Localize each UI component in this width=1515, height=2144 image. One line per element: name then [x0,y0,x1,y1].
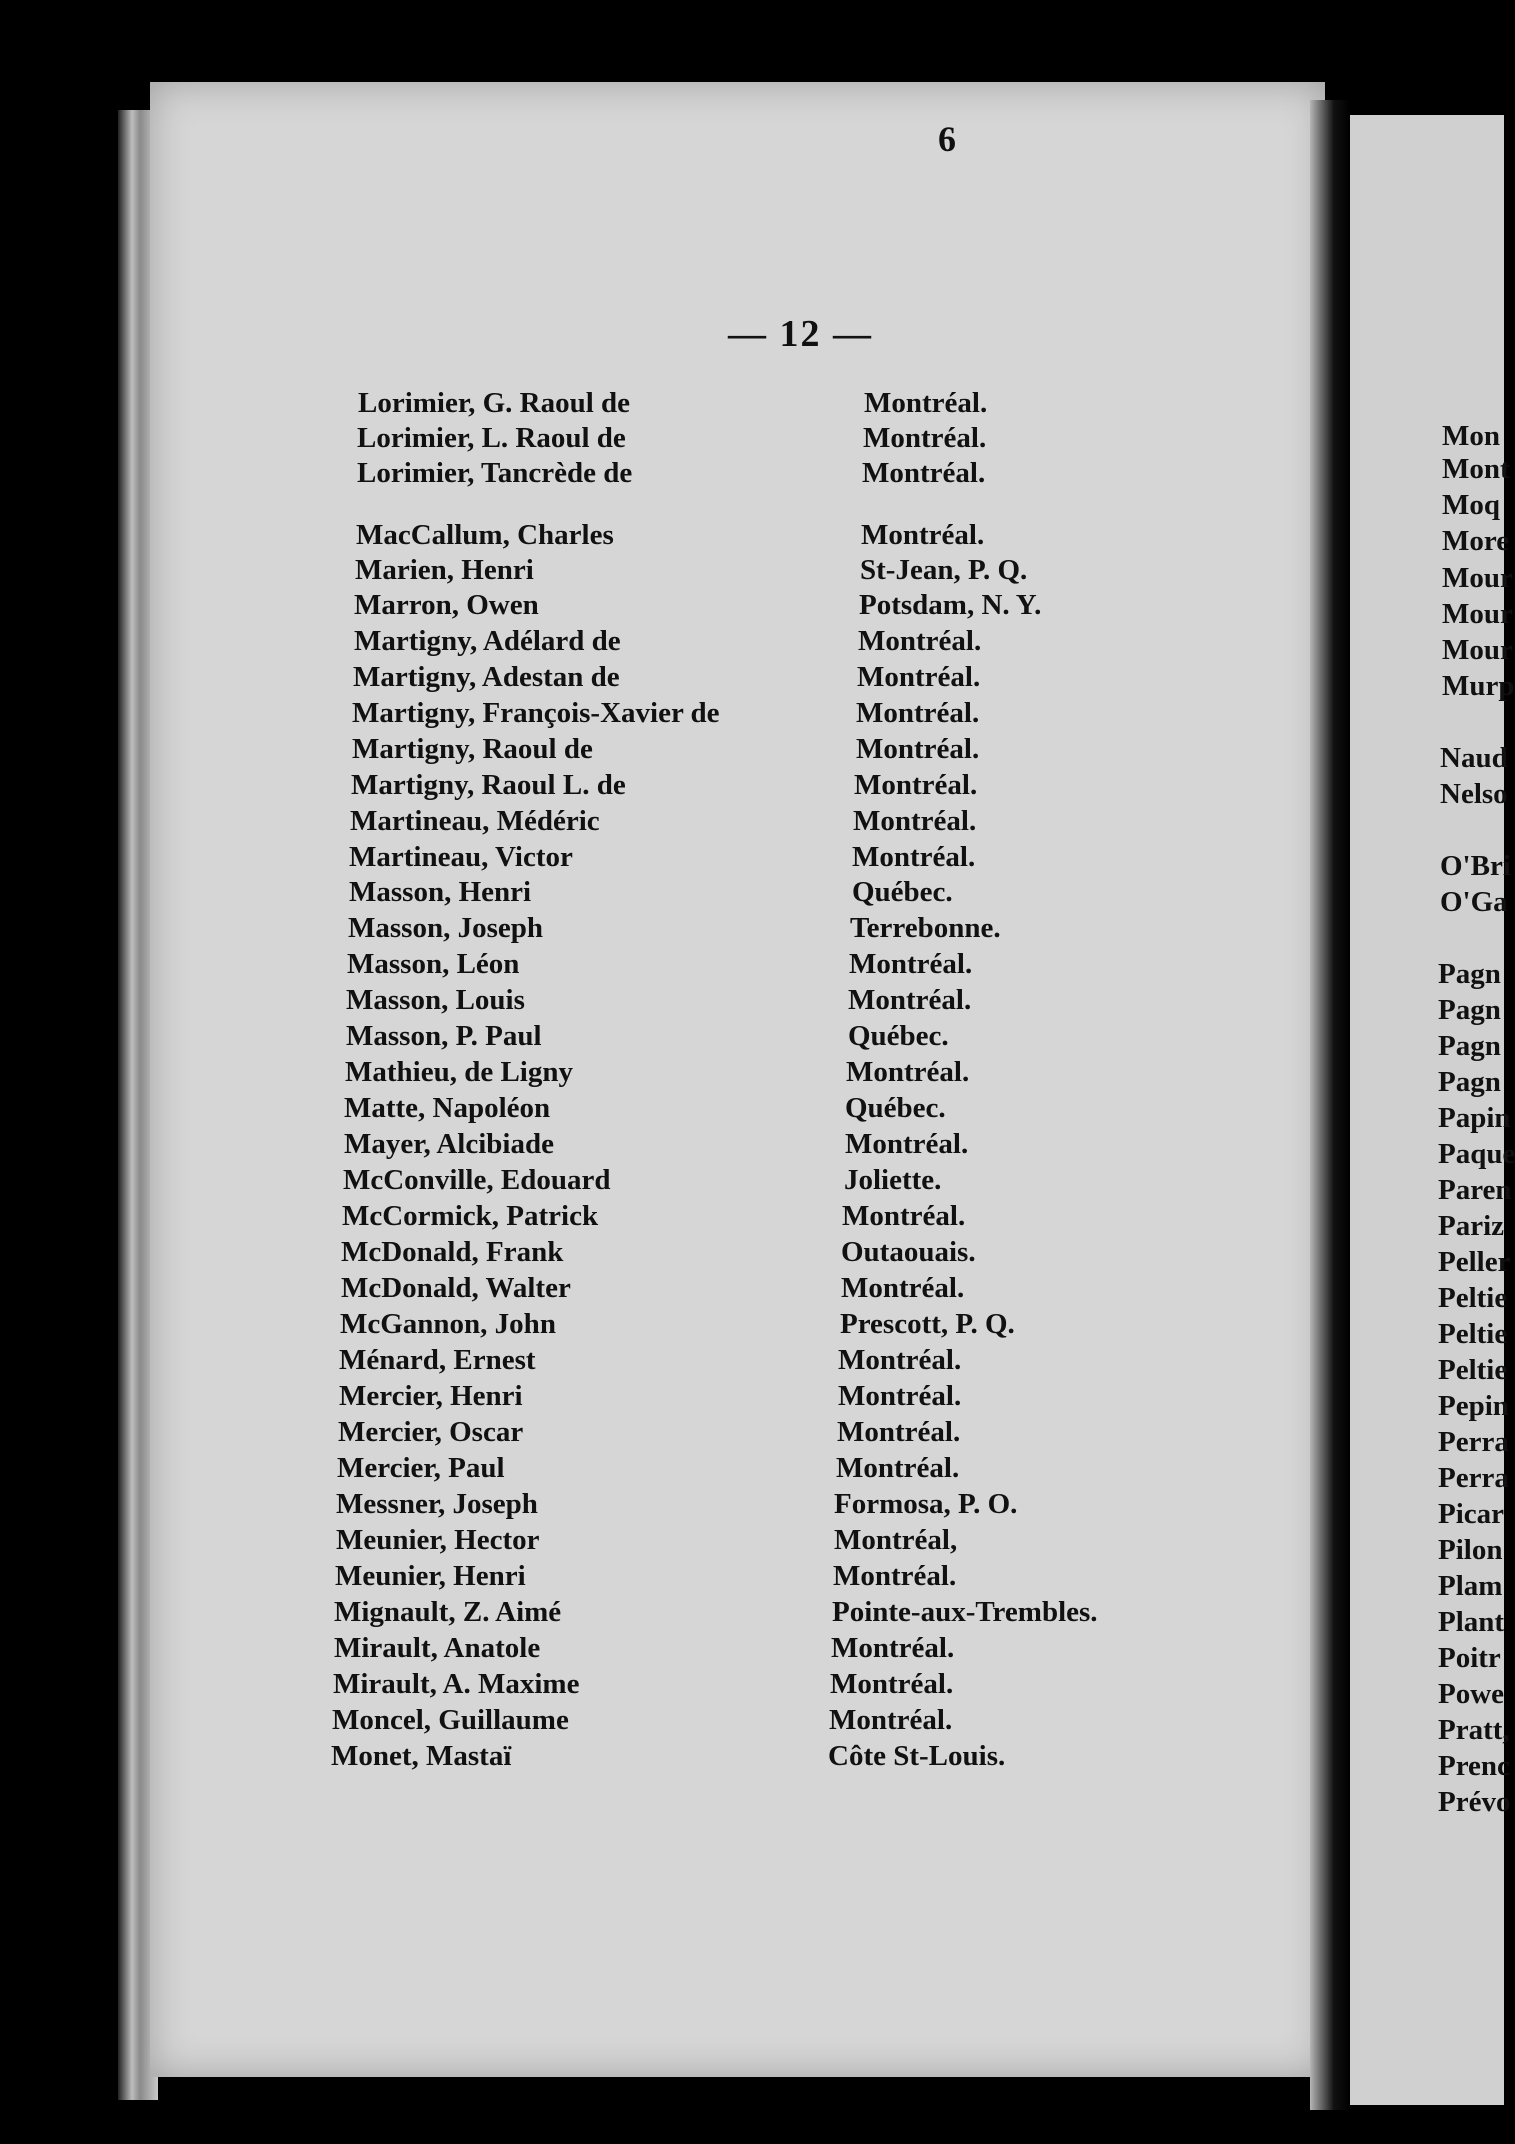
entry-name: McDonald, Frank [341,1236,564,1268]
entry-place: Montréal. [838,1344,962,1376]
list-item [358,385,1058,421]
entry-place: Montréal. [829,1704,953,1736]
list-item [339,1378,1039,1414]
entry-name: Meunier, Henri [335,1560,526,1592]
entry-place: Potsdam, N. Y. [859,589,1042,621]
right-list-item: Perra [1438,1462,1509,1494]
right-list-item: Pratt, [1438,1714,1510,1746]
entry-place: Formosa, P. O. [834,1488,1018,1520]
list-item [354,623,1054,659]
right-list-item: Murp [1442,670,1515,702]
right-list-item: Perra [1438,1426,1509,1458]
entry-place: Montréal. [856,697,980,729]
entry-place: Outaouais. [841,1236,976,1268]
entry-place: Prescott, P. Q. [840,1308,1015,1340]
right-list-item: Powe [1438,1678,1505,1710]
entry-name: Moncel, Guillaume [332,1704,569,1736]
list-item [351,767,1051,803]
entry-name: Martigny, François-Xavier de [352,697,720,729]
right-list-item: Mont [1442,453,1510,485]
right-list-item: Peltie [1438,1354,1508,1386]
right-list-item: Poitr [1438,1642,1501,1674]
entry-place: Montréal. [854,769,978,801]
list-item [333,1666,1033,1702]
right-list-item: More [1442,525,1510,557]
entry-name: Meunier, Hector [336,1524,540,1556]
right-list-item: Moq [1442,489,1500,521]
list-item [336,1522,1036,1558]
list-item [344,1126,1044,1162]
list-item [350,803,1050,839]
entry-place: Montréal. [845,1128,969,1160]
list-item [357,455,1057,491]
entry-name: Martigny, Raoul L. de [351,769,626,801]
page-number: — 12 — [728,313,873,355]
entry-name: Lorimier, G. Raoul de [358,387,631,419]
entry-place: Terrebonne. [850,912,1001,944]
entry-place: Montréal. [849,948,973,980]
right-list-item: Prévo [1438,1786,1511,1818]
entry-place: Montréal. [842,1200,966,1232]
entry-name: Monet, Mastaï [331,1740,512,1772]
list-item [335,1558,1035,1594]
entry-name: McGannon, John [340,1308,556,1340]
entry-name: Mathieu, de Ligny [345,1056,573,1088]
right-list-item: Mour [1442,562,1513,594]
list-item [334,1594,1098,1630]
entry-name: Ménard, Ernest [339,1344,536,1376]
entry-place: Montréal. [831,1632,955,1664]
entry-name: Lorimier, Tancrède de [357,457,633,489]
right-list-item: Picar [1438,1498,1505,1530]
entry-place: Montréal. [863,422,987,454]
entry-place: Montréal, [834,1524,958,1556]
entry-place: Québec. [845,1092,946,1124]
entry-place: Joliette. [844,1164,942,1196]
entry-place: Montréal. [864,387,988,419]
entry-name: McDonald, Walter [341,1272,571,1304]
list-item [357,420,1057,456]
right-page-name-list [1438,418,1515,1838]
list-item [340,1306,1040,1342]
entry-name: Martigny, Raoul de [352,733,593,765]
right-list-item: Pepin [1438,1390,1509,1422]
right-list-item: Naud [1440,742,1508,774]
right-list-item: Peltie [1438,1318,1508,1350]
entry-name: Marron, Owen [354,589,539,621]
entry-place: Pointe-aux-Trembles. [832,1596,1098,1628]
entry-place: Montréal. [841,1272,965,1304]
list-item [334,1630,1034,1666]
right-list-item: Paque [1438,1138,1515,1170]
entry-name: Masson, P. Paul [346,1020,542,1052]
entry-name: Martineau, Victor [349,841,573,873]
entry-place: Québec. [848,1020,949,1052]
entry-name: McConville, Edouard [343,1164,611,1196]
entry-place: Montréal. [836,1452,960,1484]
list-item [352,731,1052,767]
list-item [341,1270,1041,1306]
book-gutter [1310,100,1350,2110]
right-list-item: Plant [1438,1606,1505,1638]
right-list-item: Mour [1442,634,1513,666]
right-list-item: Plam [1438,1570,1503,1602]
entry-place: Montréal. [848,984,972,1016]
list-item [355,552,1055,588]
pencil-mark: 6 [938,119,956,159]
list-item [345,1054,1045,1090]
entry-name: Masson, Joseph [348,912,543,944]
list-item [339,1342,1039,1378]
right-list-item: O'Ga [1440,886,1508,918]
entry-name: McCormick, Patrick [342,1200,599,1232]
list-item [337,1450,1037,1486]
entry-name: Messner, Joseph [336,1488,538,1520]
entry-place: Montréal. [861,519,985,551]
right-list-item: Mon [1442,420,1500,452]
list-item [354,587,1054,623]
right-list-item: Pagn [1438,994,1501,1026]
list-item [348,910,1048,946]
entry-place: Montréal. [858,625,982,657]
entry-place: Montréal. [837,1416,961,1448]
right-list-item: O'Bri [1440,850,1511,882]
entry-name: Mercier, Paul [337,1452,505,1484]
entry-name: Mirault, Anatole [334,1632,541,1664]
entry-name: Martineau, Médéric [350,805,600,837]
right-list-item: Papin [1438,1102,1511,1134]
entry-name: Martigny, Adestan de [353,661,620,693]
list-item [344,1090,1044,1126]
right-list-item: Pilon [1438,1534,1503,1566]
entry-name: Mayer, Alcibiade [344,1128,554,1160]
entry-name: Marien, Henri [355,554,534,586]
list-item [356,517,1056,553]
right-list-item: Prenc [1438,1750,1510,1782]
list-item [346,982,1046,1018]
list-item [331,1738,1031,1774]
entry-name: Martigny, Adélard de [354,625,621,657]
right-list-item: Pariz [1438,1210,1505,1242]
entry-name: Mirault, A. Maxime [333,1668,580,1700]
entry-place: Montréal. [838,1380,962,1412]
entry-name: MacCallum, Charles [356,519,614,551]
list-item [352,695,1052,731]
entry-place: Montréal. [833,1560,957,1592]
entry-name: Mignault, Z. Aimé [334,1596,562,1628]
entry-name: Matte, Napoléon [344,1092,551,1124]
list-item [346,1018,1046,1054]
entry-place: Montréal. [857,661,981,693]
right-list-item: Peller [1438,1246,1511,1278]
entry-place: Montréal. [853,805,977,837]
list-item [338,1414,1038,1450]
entry-place: St-Jean, P. Q. [860,554,1028,586]
entry-place: Montréal. [862,457,986,489]
right-list-item: Pagn [1438,958,1501,990]
right-list-item: Pagn [1438,1066,1501,1098]
entry-name: Mercier, Henri [339,1380,523,1412]
entry-name: Masson, Henri [349,876,532,908]
entry-place: Québec. [852,876,953,908]
right-list-item: Mour [1442,598,1513,630]
right-list-item: Paren [1438,1174,1512,1206]
list-item [336,1486,1036,1522]
entry-place: Montréal. [830,1668,954,1700]
entry-place: Montréal. [856,733,980,765]
list-item [342,1198,1042,1234]
entry-place: Côte St-Louis. [828,1740,1006,1772]
entry-place: Montréal. [846,1056,970,1088]
list-item [332,1702,1032,1738]
entry-name: Masson, Léon [347,948,520,980]
list-item [349,839,1049,875]
entry-name: Masson, Louis [346,984,525,1016]
entry-place: Montréal. [852,841,976,873]
right-list-item: Nelso [1440,778,1508,810]
list-item [341,1234,1041,1270]
list-item [353,659,1053,695]
right-list-item: Peltie [1438,1282,1508,1314]
list-item [343,1162,1043,1198]
list-item [349,874,1049,910]
list-item [347,946,1047,982]
entry-name: Lorimier, L. Raoul de [357,422,626,454]
entry-name: Mercier, Oscar [338,1416,524,1448]
right-list-item: Pagn [1438,1030,1501,1062]
